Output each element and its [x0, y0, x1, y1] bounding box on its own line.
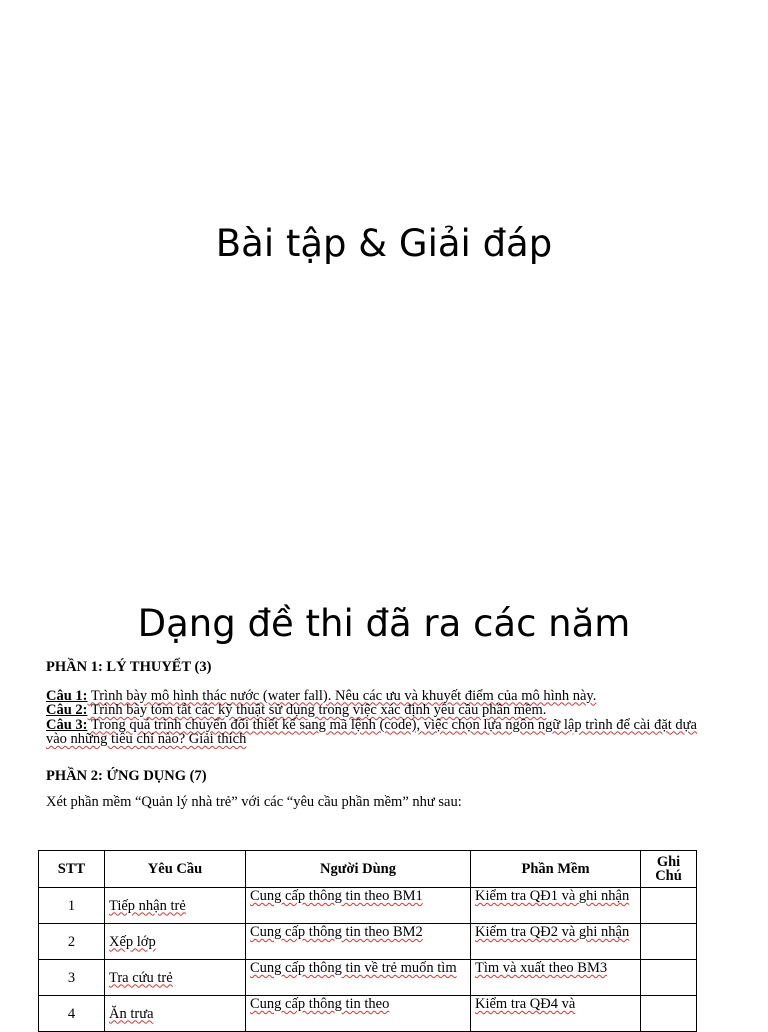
part1-heading: PHẦN 1: LÝ THUYẾT (3)	[46, 659, 212, 675]
table-cell: Tìm và xuất theo BM3	[471, 960, 641, 996]
table-cell: Tra cứu trẻ	[105, 960, 246, 996]
question	[46, 689, 706, 704]
question-label: Câu 3:	[46, 716, 88, 733]
table-cell: Kiểm tra QĐ2 và ghi nhận	[471, 924, 641, 960]
table-header: Yêu Cầu	[105, 851, 246, 888]
table-row	[39, 888, 697, 924]
table-header: Phần Mềm	[471, 851, 641, 888]
table-header-row	[39, 851, 697, 888]
question-text: Trong quá trình chuyển đổi thiết kế sang mã lệnh (code), việc chọn lựa ngôn ngữ lập trình để cài đặt dựa vào những tiêu chí nào? Giải thích	[46, 716, 697, 747]
table-cell: Cung cấp thông tin theo BM1	[246, 888, 471, 924]
table-cell	[641, 888, 697, 924]
table-cell: Xếp lớp	[105, 924, 246, 960]
table-cell: Cung cấp thông tin về trẻ muốn tìm	[246, 960, 471, 996]
table-cell: Tiếp nhận trẻ	[105, 888, 246, 924]
slide-title: Dạng đề thi đã ra các năm	[137, 602, 631, 645]
table-cell: 4	[39, 996, 105, 1032]
table-cell: 3	[39, 960, 105, 996]
table-cell: 2	[39, 924, 105, 960]
slide-title: Bài tập & Giải đáp	[215, 222, 553, 265]
table-cell: Cung cấp thông tin theo BM2	[246, 924, 471, 960]
exam-document	[46, 660, 706, 810]
table-row	[39, 960, 697, 996]
table-cell	[641, 924, 697, 960]
table-header: STT	[39, 851, 105, 888]
table-header: Ghi Chú	[641, 851, 697, 888]
table-row	[39, 996, 697, 1032]
table-cell: Ăn trưa	[105, 996, 246, 1032]
table-cell: Cung cấp thông tin theo	[246, 996, 471, 1032]
part2-heading: PHẦN 2: ỨNG DỤNG (7)	[46, 767, 207, 784]
requirements-table	[38, 850, 697, 1032]
table-cell	[641, 960, 697, 996]
table-cell	[641, 996, 697, 1032]
table-row	[39, 924, 697, 960]
table-header: Người Dùng	[246, 851, 471, 888]
question-label: Câu 2:	[46, 702, 88, 718]
table-cell: 1	[39, 888, 105, 924]
question	[46, 718, 706, 747]
question-label: Câu 1:	[46, 687, 88, 704]
question-text: Trình bày tóm tắt các kỹ thuật sử dụng trong việc xác định yêu cầu phần mềm.	[87, 702, 547, 718]
question-text: Trình bày mô hình thác nước (water fall). Nêu các ưu và khuyết điểm của mô hình này.	[87, 687, 597, 704]
table-cell: Kiểm tra QĐ4 và	[471, 996, 641, 1032]
question	[46, 703, 706, 718]
intro-text: Xét phần mềm “Quản lý nhà trẻ” với các “yêu cầu phần mềm” như sau:	[46, 794, 462, 810]
table-cell: Kiểm tra QĐ1 và ghi nhận	[471, 888, 641, 924]
